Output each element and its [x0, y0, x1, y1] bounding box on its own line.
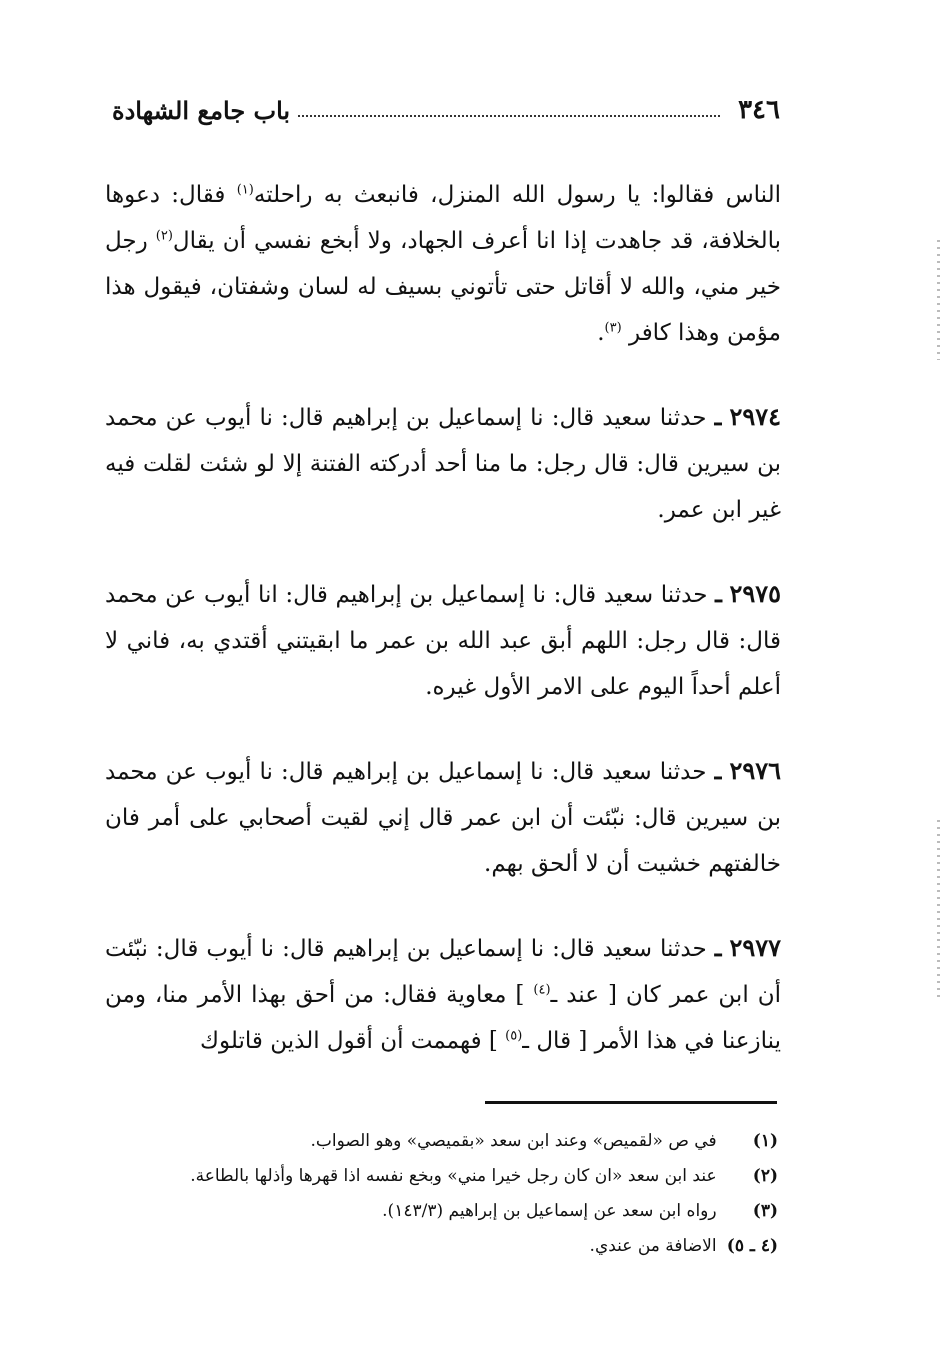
- footnote-ref-2: (٢): [155, 228, 173, 244]
- hadith-text: حدثنا سعيد قال: نا إسماعيل بن إبراهيم قال: نا أيوب قال: نبّئت أن ابن عمر كان [ عند ـ: [105, 936, 781, 1008]
- footnote-separator: [485, 1101, 777, 1104]
- paragraph-text: الناس فقالوا: يا رسول الله المنزل، فانبعث به راحلته: [253, 182, 781, 208]
- main-text: [105, 172, 781, 1102]
- footnote-marker: (١): [752, 1131, 778, 1151]
- hadith-dash: ـ: [714, 935, 722, 962]
- footnote-ref-4: (٤): [533, 982, 551, 998]
- footnote-1: [200, 1124, 778, 1159]
- page-header: [112, 88, 780, 132]
- page-number: ٣٤٦: [738, 95, 780, 125]
- hadith-text: ] فهممت أن أقول الذين قاتلوك: [200, 1028, 506, 1054]
- footnote-3: [200, 1194, 778, 1229]
- hadith-2974: [105, 394, 781, 533]
- paragraph-continuation: [105, 172, 781, 356]
- paragraph-text: رجل خير مني، والله لا أقاتل حتى تأتوني بسيف له لسان وشفتان، فيقول هذا مؤمن وهذا كافر: [105, 228, 781, 346]
- hadith-2975: [105, 571, 781, 710]
- chapter-title: باب جامع الشهادة: [112, 95, 291, 125]
- paragraph-text: .: [597, 320, 605, 346]
- hadith-number: ٢٩٧٥: [729, 579, 782, 608]
- footnote-ref-1: (١): [236, 182, 254, 198]
- footnote-ref-3: (٣): [604, 320, 622, 336]
- paragraph-text: فقال: دعوها بالخلافة، قد جاهدت إذا انا أعرف الجهاد، ولا أبخع نفسي أن يقال: [105, 182, 781, 254]
- hadith-dash: ـ: [714, 404, 722, 431]
- hadith-number: ٢٩٧٤: [729, 402, 781, 431]
- footnote-marker: (٣): [752, 1201, 778, 1221]
- hadith-text: ] معاوية فقال: من أحق بهذا الأمر منا، ومن ينازعنا في هذا الأمر [ قال ـ: [105, 982, 781, 1054]
- footnote-text: الاضافة من عندي.: [589, 1236, 717, 1256]
- hadith-text: حدثنا سعيد قال: نا إسماعيل بن إبراهيم قال: انا أيوب عن محمد قال: قال رجل: اللهم أبق عبد الله بن عمر ما ابقيتني أقتدي به، فاني لا أعلم أحداً اليوم على الامر الأول غيره.: [105, 582, 781, 700]
- hadith-text: حدثنا سعيد قال: نا إسماعيل بن إبراهيم قال: نا أيوب عن محمد بن سيرين قال: نبّئت أن ابن عمر قال إني لقيت أصحابي على أمر فان خالفتهم خشيت أن لا ألحق بهم.: [105, 759, 781, 877]
- footnote-text: في ص «لقميص» وعند ابن سعد «بقميصي» وهو الصواب.: [310, 1131, 717, 1151]
- hadith-2976: [105, 748, 781, 887]
- footnote-2: [190, 1159, 778, 1194]
- hadith-number: ٢٩٧٦: [729, 756, 781, 785]
- footnote-4-5: [200, 1229, 778, 1264]
- footnote-text: عند ابن سعد «ان كان رجل خيرا مني» وبخع نفسه اذا قهرها وأذلها بالطاعة.: [190, 1166, 717, 1186]
- hadith-text: حدثنا سعيد قال: نا إسماعيل بن إبراهيم قال: نا أيوب عن محمد بن سيرين قال: قال رجل: ما منا أحد أدركته الفتنة إلا لو شئت لقلت فيه غير ابن عمر.: [105, 405, 781, 523]
- hadith-number: ٢٩٧٧: [729, 933, 782, 962]
- footnote-text: رواه ابن سعد عن إسماعيل بن إبراهيم (١٤٣/٣).: [382, 1201, 717, 1221]
- footnote-marker: (٤ ـ ٥): [726, 1236, 778, 1256]
- footnote-marker: (٢): [752, 1166, 778, 1186]
- footnotes: [190, 1124, 778, 1264]
- header-dotted-leader: [298, 115, 720, 117]
- hadith-dash: ـ: [714, 758, 722, 785]
- hadith-2977: [105, 925, 781, 1064]
- footnote-ref-5: (٥): [505, 1028, 523, 1044]
- hadith-dash: ـ: [715, 581, 722, 608]
